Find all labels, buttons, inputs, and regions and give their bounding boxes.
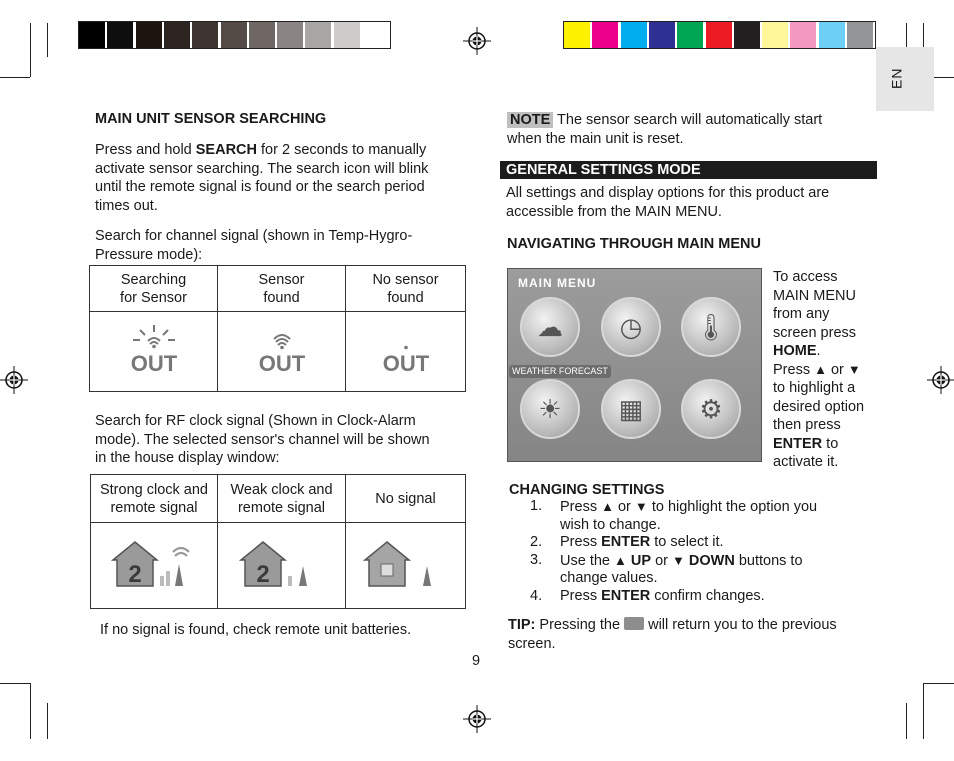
color-swatch [621,22,647,48]
color-swatch [706,22,732,48]
header-no-signal: No signal [346,475,466,523]
tip-note: TIP: Pressing the will return you to the previous screen. [508,617,837,652]
search-key-label: SEARCH [195,142,257,158]
strong-signal-icon [91,523,218,609]
display-settings-icon: ▦ [601,379,661,439]
sensor-found-icon [218,312,346,392]
note-label: NOTE [507,112,553,128]
general-settings-bar: GENERAL SETTINGS MODE [500,161,877,179]
rf-clock-table [90,474,466,609]
color-swatch [847,22,873,48]
clock-alarm-icon: ◷ [601,297,661,357]
tip-label: TIP: [508,617,536,633]
registration-mark-left [0,366,28,394]
gray-swatch [334,22,360,48]
searching-sensor-icon [90,312,218,392]
main-menu-screen [507,268,762,462]
gray-swatch [192,22,218,48]
up-arrow-icon: ▲ [614,552,627,568]
color-swatch [762,22,788,48]
gray-swatch [362,22,388,48]
down-arrow-icon: ▼ [672,552,685,568]
step-4: 4. Press ENTER confirm changes. [530,587,765,604]
down-arrow-icon: ▼ [634,499,648,514]
gray-swatch [107,22,133,48]
color-swatch [564,22,590,48]
step-1: 1. Press ▲ or ▼ to highlight the option you wish to change. [530,498,818,533]
main-menu-instructions: To access MAIN MENU from any screen press HOME. Press ▲ or ▼ to highlight a desired option then press ENTER to activate it. [773,269,865,470]
registration-mark-right [927,366,954,394]
svg-text:2: 2 [128,561,142,588]
settings-intro: All settings and display options for this product are accessible from the MAIN MENU. [506,185,830,220]
no-sensor-icon [346,312,466,392]
header-searching: Searching for Sensor [90,266,218,312]
weather-forecast-label: WEATHER FORECAST [509,365,611,378]
step-3: 3. Use the ▲ UP or ▼ DOWN buttons to change values. [530,551,803,586]
gray-swatch [305,22,331,48]
svg-text:OUT: OUT [258,351,305,375]
rf-clock-intro: Search for RF clock signal (Shown in Clock-Alarm mode). The selected sensor's channel will be shown in the house display window: [95,413,430,466]
reset-note: NOTE The sensor search will automatically start when the main unit is reset. [507,112,823,147]
language-tab [876,47,934,111]
sensor-searching-heading: MAIN UNIT SENSOR SEARCHING [95,111,327,127]
weather-forecast-icon: ☁ [520,297,580,357]
temperature-icon: 🌡 [681,297,741,357]
gray-swatch [164,22,190,48]
up-arrow-icon: ▲ [814,361,827,377]
svg-text:OUT: OUT [382,351,429,375]
header-sensor-found: Sensor found [218,266,346,312]
language-tab-label: EN [888,67,905,89]
gray-swatch [249,22,275,48]
back-button-icon [624,617,644,630]
color-swatch [677,22,703,48]
enter-key-label: ENTER [773,435,823,452]
sun-moon-icon: ☀ [520,379,580,439]
weak-signal-icon [218,523,346,609]
page-number: 9 [472,653,481,669]
home-key-label: HOME [773,343,817,359]
svg-text:2: 2 [255,561,270,588]
settings-steps [530,498,850,605]
gray-swatch [79,22,105,48]
down-arrow-icon: ▼ [847,361,861,377]
gray-swatch [277,22,303,48]
system-settings-icon: ⚙ [681,379,741,439]
header-strong-signal: Strong clock and remote signal [91,475,218,523]
changing-settings-heading: CHANGING SETTINGS [509,482,665,498]
channel-signal-table [89,265,466,392]
gray-swatch [136,22,162,48]
up-arrow-icon: ▲ [601,499,614,514]
color-swatch [734,22,760,48]
color-swatch [790,22,816,48]
color-swatch [649,22,675,48]
batteries-note: If no signal is found, check remote unit batteries. [100,622,412,638]
svg-text:OUT: OUT [130,351,177,375]
header-weak-signal: Weak clock and remote signal [218,475,346,523]
channel-signal-intro: Search for channel signal (shown in Temp-Hygro- Pressure mode): [95,228,413,263]
navigating-heading: NAVIGATING THROUGH MAIN MENU [507,236,762,252]
gray-swatch [221,22,247,48]
step-2: 2. Press ENTER to select it. [530,534,724,550]
registration-mark-bottom [463,705,491,733]
header-no-sensor: No sensor found [346,266,466,312]
color-swatch [819,22,845,48]
main-menu-title: MAIN MENU [518,276,597,290]
search-instructions: Press and hold SEARCH for 2 seconds to manually activate sensor searching. The search icon will blink until the remote signal is found or the search period times out. [95,142,429,214]
no-signal-icon [346,523,466,609]
color-swatch [592,22,618,48]
registration-mark-top [463,27,491,55]
